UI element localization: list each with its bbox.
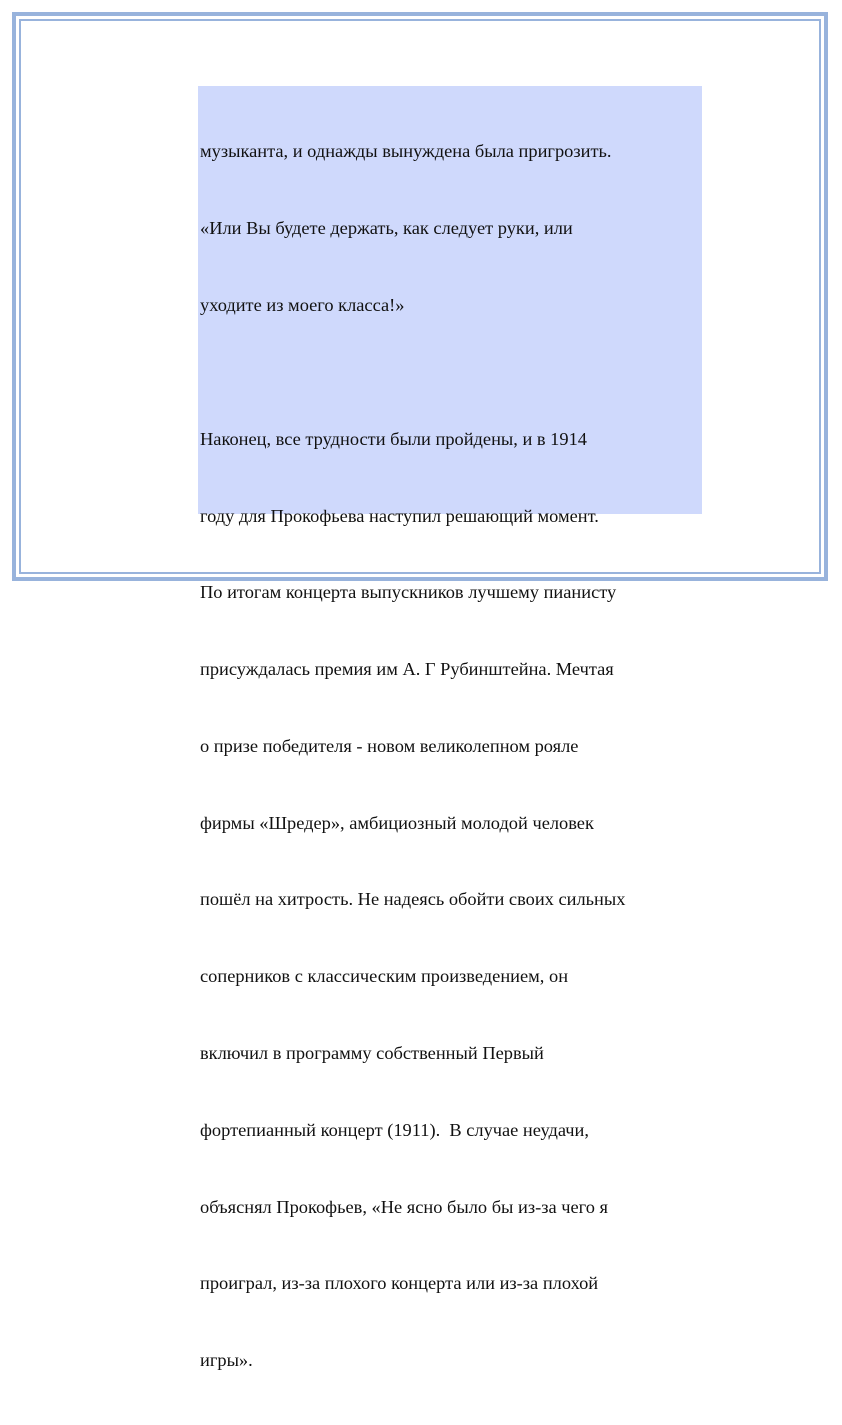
text-line: игры».	[200, 1350, 253, 1371]
text-line: включил в программу собственный Первый	[200, 1042, 544, 1063]
text-line: «Или Вы будете держать, как следует руки, или	[200, 217, 573, 238]
text-line: фирмы «Шредер», амбициозный молодой человек	[200, 812, 594, 833]
text-line: Наконец, все трудности были пройдены, и в 1914	[200, 428, 587, 449]
text-line: пошёл на хитрость. Не надеясь обойти своих сильных	[200, 889, 626, 910]
text-line: уходите из моего класса!»	[200, 294, 405, 315]
text-line: присуждалась премия им А. Г Рубинштейна. Мечтая	[200, 659, 614, 680]
text-line: о призе победителя - новом великолепном рояле	[200, 735, 579, 756]
text-line: объяснял Прокофьев, «Не ясно было бы из-за чего я	[200, 1196, 609, 1217]
paragraph-2	[200, 376, 702, 1425]
text-line: фортепианный концерт (1911). В случае неудачи,	[200, 1119, 589, 1140]
text-line: соперников с классическим произведением, он	[200, 966, 569, 987]
text-line: проиграл, из-за плохого концерта или из-за плохой	[200, 1273, 599, 1294]
text-line: году для Прокофьева наступил решающий момент.	[200, 505, 599, 526]
text-line: музыканта, и однажды вынуждена была пригрозить.	[200, 141, 612, 162]
text-line: По итогам концерта выпускников лучшему пианисту	[200, 582, 617, 603]
text-block	[198, 86, 702, 1371]
paragraph-1	[200, 88, 702, 370]
